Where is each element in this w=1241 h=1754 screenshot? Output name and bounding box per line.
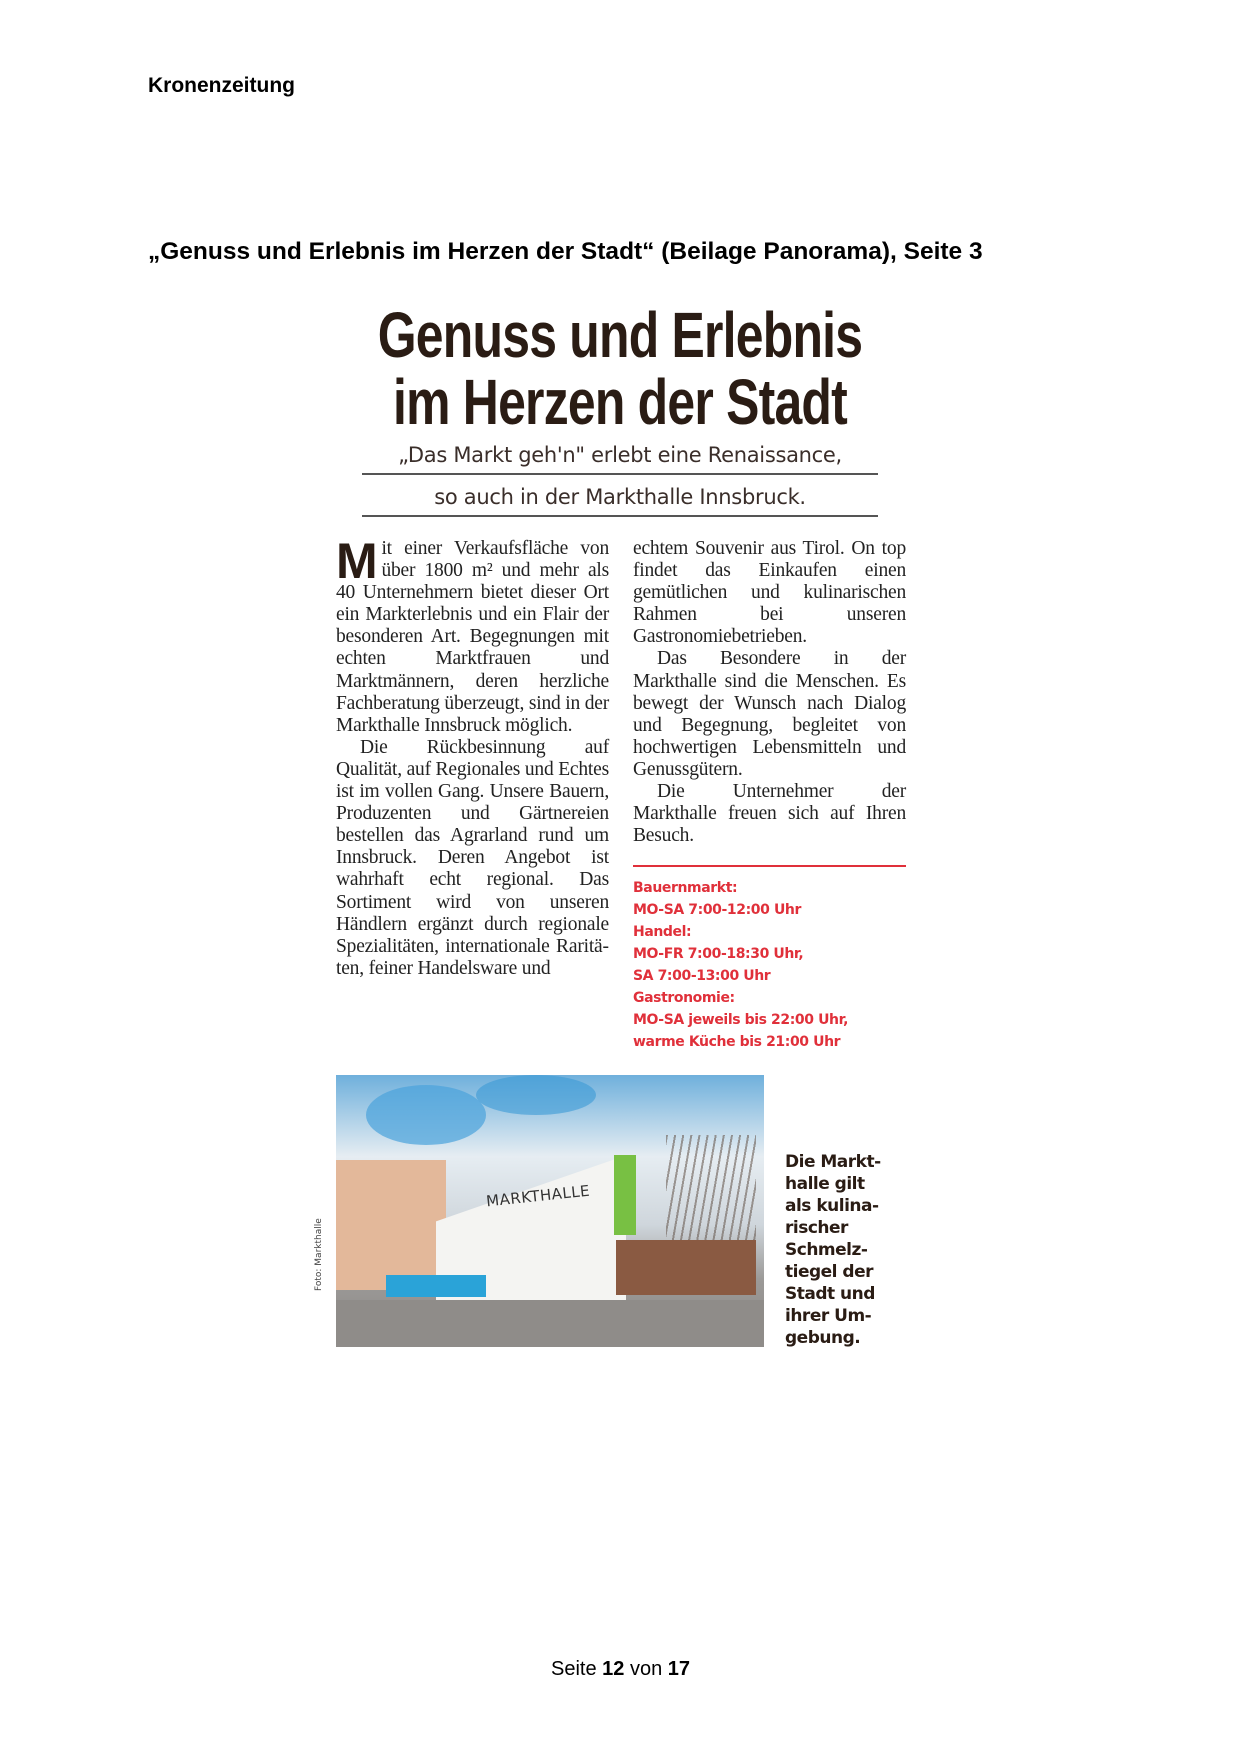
hours-value: SA 7:00-13:00 Uhr (633, 968, 771, 985)
paragraph-5: Die Unternehmer der Markthalle freuen sich auf Ihren Besuch. (633, 781, 906, 847)
current-page: 12 (602, 1658, 625, 1680)
subheadline-line-1: „Das Markt geh'n" erlebt eine Renaissance, (362, 442, 878, 475)
page-number (0, 1658, 1241, 1681)
caption-line: gebung. (785, 1328, 861, 1349)
hours-value: warme Küche bis 21:00 Uhr (633, 1034, 841, 1051)
hours-label-handel: Handel: (633, 924, 692, 941)
article-body (314, 533, 906, 1355)
headline-line-1: Genuss und Erlebnis (377, 299, 863, 371)
hours-value: MO-FR 7:00-18:30 Uhr, (633, 946, 804, 963)
caption-line: ihrer Um- (785, 1306, 872, 1327)
article-column-left (336, 533, 609, 980)
photo-caption (785, 1151, 905, 1349)
hours-label-bauernmarkt: Bauernmarkt: (633, 880, 738, 897)
hours-label-gastronomie: Gastronomie: (633, 990, 735, 1007)
paragraph-2: Die Rückbesinnung auf Qualität, auf Regionales und Echtes ist im vollen Gang. Unsere Bauern, Produzenten und Gärtnereien bestellen das Agrarland rund um Innsbruck. Deren Angebot ist wahrhaft echt regional. Das Sortiment wird von unseren Händlern ergänzt durch regionale Spezialitäten, internationale Raritäten, feiner Handelsware und (336, 736, 609, 979)
terrace-shape (616, 1240, 756, 1295)
subheadline-line-2: so auch in der Markthalle Innsbruck. (362, 484, 878, 517)
house-shape (336, 1160, 446, 1290)
hours-value: MO-SA 7:00-12:00 Uhr (633, 902, 802, 919)
headline-line-2: im Herzen der Stadt (393, 366, 847, 438)
cloud-shape (366, 1085, 486, 1145)
hours-value: MO-SA jeweils bis 22:00 Uhr, (633, 1012, 848, 1029)
paragraph-4: Das Besondere in der Markthalle sind die Menschen. Es bewegt der Wunsch nach Dialog und Begegnung, begleitet von hochwertigen Lebensmitteln und Genussgütern. (633, 648, 906, 780)
caption-line: halle gilt (785, 1174, 865, 1195)
total-pages: 17 (667, 1658, 691, 1680)
paragraph-1 (336, 533, 609, 737)
caption-line: als kulina- (785, 1196, 879, 1217)
blue-carpet-shape (386, 1275, 486, 1297)
cloud-shape (476, 1075, 596, 1115)
caption-line: Die Markt- (785, 1152, 881, 1173)
page-prefix: Seite (550, 1658, 597, 1680)
green-facade-shape (614, 1155, 636, 1235)
photo-row (314, 1075, 936, 1355)
markthalle-photo (336, 1075, 764, 1347)
article-columns (336, 533, 906, 1053)
page-heading: „Genuss und Erlebnis im Herzen der Stadt“ (Beilage Panorama), Seite 3 (148, 238, 983, 265)
opening-hours-box (633, 865, 906, 1053)
paragraph-3: echtem Souvenir aus Tirol. On top findet das Einkaufen einen gemütlichen und kulinarischen Rahmen bei unseren Gastronomiebetrieben. (633, 538, 906, 648)
article-column-right (633, 538, 906, 1053)
ground-shape (336, 1300, 764, 1347)
dropcap: M (336, 533, 378, 589)
paragraph-1-text: it einer Verkaufsfläche von über 1800 m² und mehr als 40 Unternehmern bietet dieser Ort ein Markterlebnis und ein Flair der besonderen Art. Begegnungen mit echten Marktfrauen und Marktmännern, deren herzliche Fachberatung überzeugt, sind in der Markthalle Innsbruck möglich. (336, 538, 609, 736)
caption-line: Schmelz- (785, 1240, 868, 1261)
building-sign: MARKTHALLE (485, 1181, 591, 1211)
caption-line: rischer (785, 1218, 848, 1239)
caption-line: tiegel der (785, 1262, 874, 1283)
source-label: Kronenzeitung (148, 74, 295, 97)
photo-credit: Foto: Markthalle (314, 1218, 324, 1292)
caption-line: Stadt und (785, 1284, 875, 1305)
page-of: von (629, 1658, 663, 1680)
